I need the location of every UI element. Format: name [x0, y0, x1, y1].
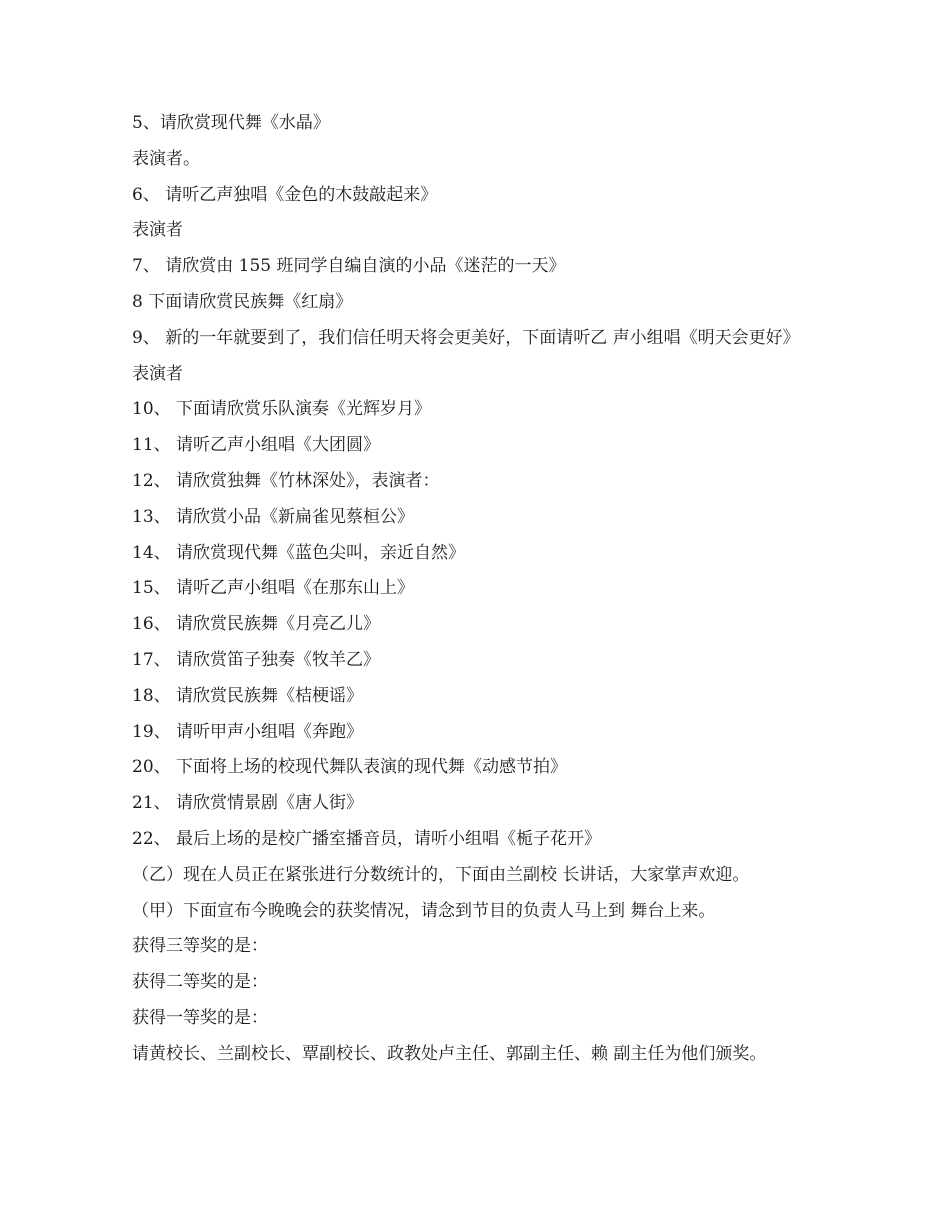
- host-line-yi: （乙）现在人员正在紧张进行分数统计的，下面由兰副校 长讲话，大家掌声欢迎。: [132, 864, 750, 885]
- program-item-10: 10、 下面请欣赏乐队演奏《光辉岁月》: [132, 399, 432, 420]
- program-item-17: 17、 请欣赏笛子独奏《牧羊乙》: [132, 649, 381, 670]
- program-item-5: 5、请欣赏现代舞《水晶》: [132, 113, 330, 133]
- performer-note: 表演者: [132, 363, 183, 384]
- program-item-12: 12、 请欣赏独舞《竹林深处》，表演者：: [132, 470, 440, 491]
- program-item-20: 20、 下面将上场的校现代舞队表演的现代舞《动感节拍》: [132, 757, 568, 778]
- document-body: [112, 112, 832, 1079]
- program-item-14: 14、 请欣赏现代舞《蓝色尖叫，亲近自然》: [132, 542, 466, 563]
- host-line-jia: （甲）下面宣布今晚晚会的获奖情况，请念到节目的负责人马上到 舞台上来。: [132, 900, 716, 921]
- performer-note: 表演者。: [132, 148, 200, 169]
- program-item-11: 11、 请听乙声小组唱《大团圆》: [132, 435, 381, 456]
- third-prize-line: 获得三等奖的是：: [132, 936, 268, 957]
- second-prize-line: 获得二等奖的是：: [132, 972, 268, 993]
- award-presenters-line: 请黄校长、兰副校长、覃副校长、政教处卢主任、郭副主任、赖 副主任为他们颁奖。: [132, 1043, 767, 1064]
- program-item-9: 9、 新的一年就要到了，我们信任明天将会更美好，下面请听乙 声小组唱《明天会更好》: [132, 327, 800, 348]
- program-item-7: 7、 请欣赏由 155 班同学自编自演的小品《迷茫的一天》: [132, 256, 566, 277]
- program-item-18: 18、 请欣赏民族舞《桔梗谣》: [132, 685, 364, 706]
- performer-note: 表演者: [132, 220, 183, 241]
- program-item-22: 22、 最后上场的是校广播室播音员，请听小组唱《栀子花开》: [132, 828, 602, 849]
- program-item-15: 15、 请听乙声小组唱《在那东山上》: [132, 578, 415, 599]
- program-item-6: 6、 请听乙声独唱《金色的木鼓敲起来》: [132, 184, 438, 205]
- program-item-16: 16、 请欣赏民族舞《月亮乙儿》: [132, 614, 381, 635]
- first-prize-line: 获得一等奖的是：: [132, 1007, 268, 1028]
- program-item-19: 19、 请听甲声小组唱《奔跑》: [132, 721, 364, 742]
- program-item-8: 8 下面请欣赏民族舞《红扇》: [132, 291, 353, 312]
- program-item-21: 21、 请欣赏情景剧《唐人街》: [132, 793, 364, 814]
- program-item-13: 13、 请欣赏小品《新扁雀见蔡桓公》: [132, 506, 415, 527]
